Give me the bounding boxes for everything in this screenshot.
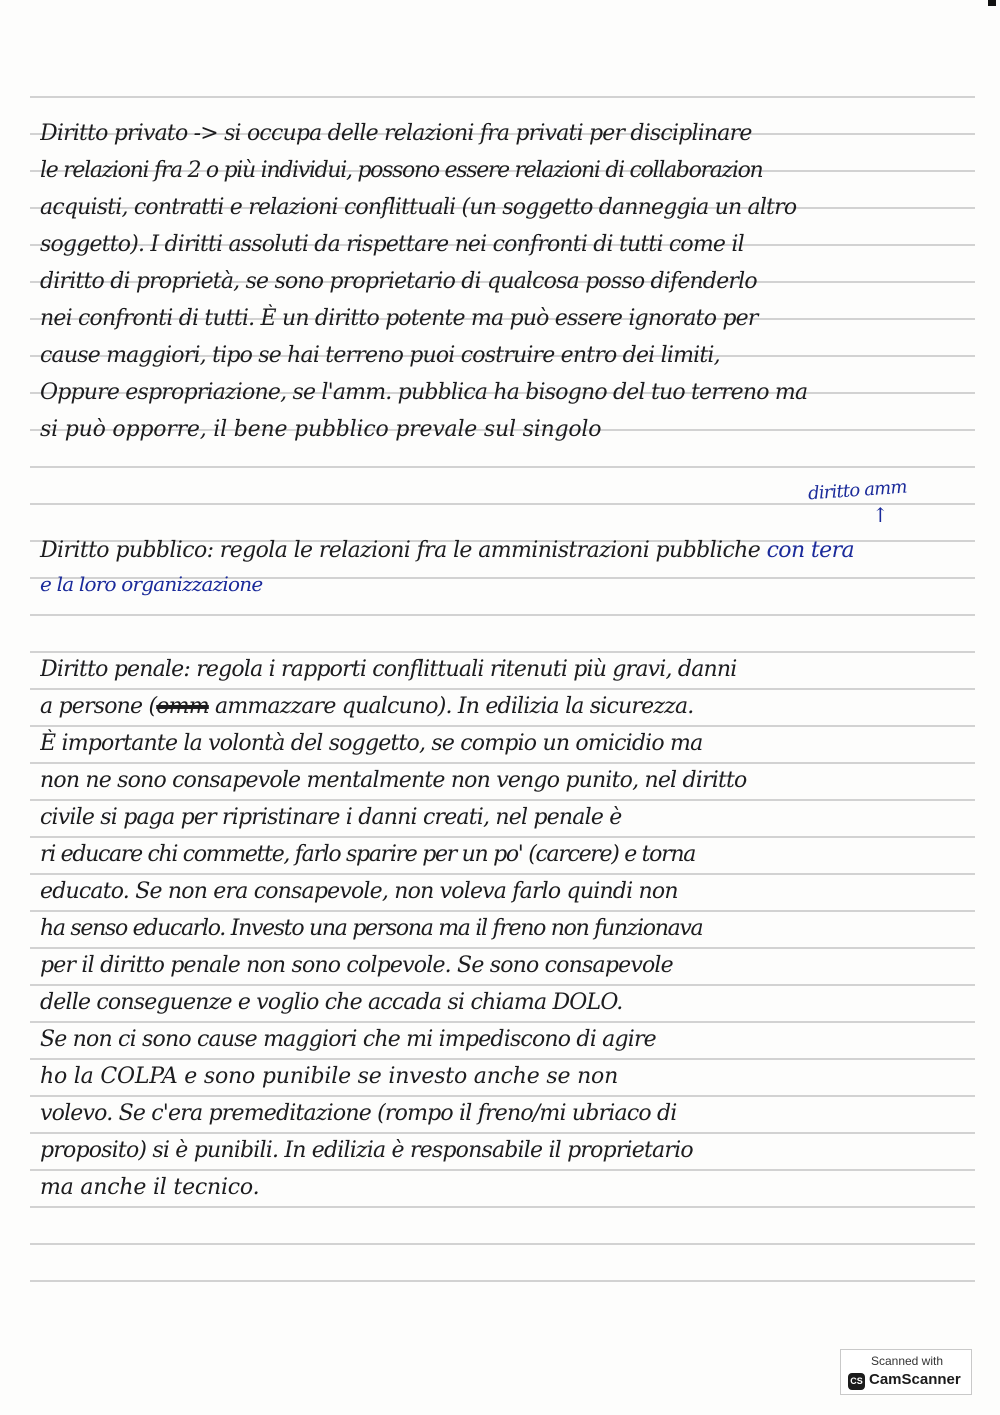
penale-line-2 (40, 688, 975, 725)
up-arrow-icon: ↑ (872, 503, 889, 527)
badge-scanned-with: Scanned with (870, 1354, 944, 1368)
pubblico-line-1-blue: con tera (766, 538, 854, 563)
badge-app-name: CamScanner (869, 1371, 961, 1388)
privato-line-4: soggetto). I diritti assoluti da rispettare nei confronti di tutti come il (40, 232, 744, 257)
privato-line-8: Oppure espropriazione, se l'amm. pubblica ha bisogno del tuo terreno ma (40, 380, 808, 405)
penale-line-1: Diritto penale: regola i rapporti conflittuali ritenuti più gravi, danni (40, 657, 737, 682)
penale-line-15: ma anche il tecnico. (40, 1175, 260, 1200)
privato-line-3: acquisti, contratti e relazioni conflittuali (un soggetto danneggia un altro (40, 195, 797, 220)
penale-line-4: non ne sono consapevole mentalmente non vengo punito, nel diritto (40, 768, 747, 793)
penale-line-2-a: a persone ( (40, 694, 157, 719)
privato-line-6: nei confronti di tutti. È un diritto potente ma può essere ignorato per (40, 306, 758, 331)
privato-line-1: Diritto privato -> si occupa delle relazioni fra privati per disciplinare (40, 121, 752, 146)
privato-line-7: cause maggiori, tipo se hai terreno puoi costruire entro dei limiti, (40, 343, 720, 368)
penale-line-2-struck: omm (156, 694, 209, 719)
section-diritto-privato (40, 115, 975, 448)
penale-line-3: È importante la volontà del soggetto, se compio un omicidio ma (40, 731, 703, 756)
pubblico-line-2: e la loro organizzazione (40, 572, 263, 596)
penale-line-10: delle conseguenze e voglio che accada si chiama DOLO. (40, 990, 623, 1015)
penale-line-5: civile si paga per ripristinare i danni creati, nel penale è (40, 805, 622, 830)
penale-line-11: Se non ci sono cause maggiori che mi impediscono di agire (40, 1027, 656, 1052)
penale-line-14: proposito) si è punibili. In edilizia è responsabile il proprietario (40, 1138, 693, 1163)
penale-line-8: ha senso educarlo. Investo una persona ma il freno non funzionava (40, 916, 703, 941)
camscanner-badge (840, 1349, 972, 1395)
penale-line-2-b: ammazzare qualcuno). In edilizia la sicurezza. (208, 694, 694, 719)
section-diritto-pubblico (40, 532, 975, 599)
camscanner-logo-icon: CS (848, 1373, 865, 1390)
section-diritto-penale (40, 651, 975, 1206)
margin-note-diritto-amm: diritto amm (807, 476, 908, 505)
penale-line-12: ho la COLPA e sono punibile se investo anche se non (40, 1064, 619, 1089)
penale-line-7: educato. Se non era consapevole, non voleva farlo quindi non (40, 879, 678, 904)
pubblico-line-1 (40, 532, 975, 569)
penale-line-13: volevo. Se c'era premeditazione (rompo il freno/mi ubriaco di (40, 1101, 677, 1126)
penale-line-9: per il diritto penale non sono colpevole. Se sono consapevole (40, 953, 673, 978)
pubblico-line-1-main: Diritto pubblico: regola le relazioni fra le amministrazioni pubbliche (40, 538, 761, 563)
penale-line-6: ri educare chi commette, farlo sparire per un po' (carcere) e torna (40, 842, 696, 867)
privato-line-2: le relazioni fra 2 o più individui, possono essere relazioni di collaborazion (40, 158, 763, 183)
privato-line-9: si può opporre, il bene pubblico prevale sul singolo (40, 417, 602, 442)
privato-line-5: diritto di proprietà, se sono proprietario di qualcosa posso difenderlo (40, 269, 757, 294)
